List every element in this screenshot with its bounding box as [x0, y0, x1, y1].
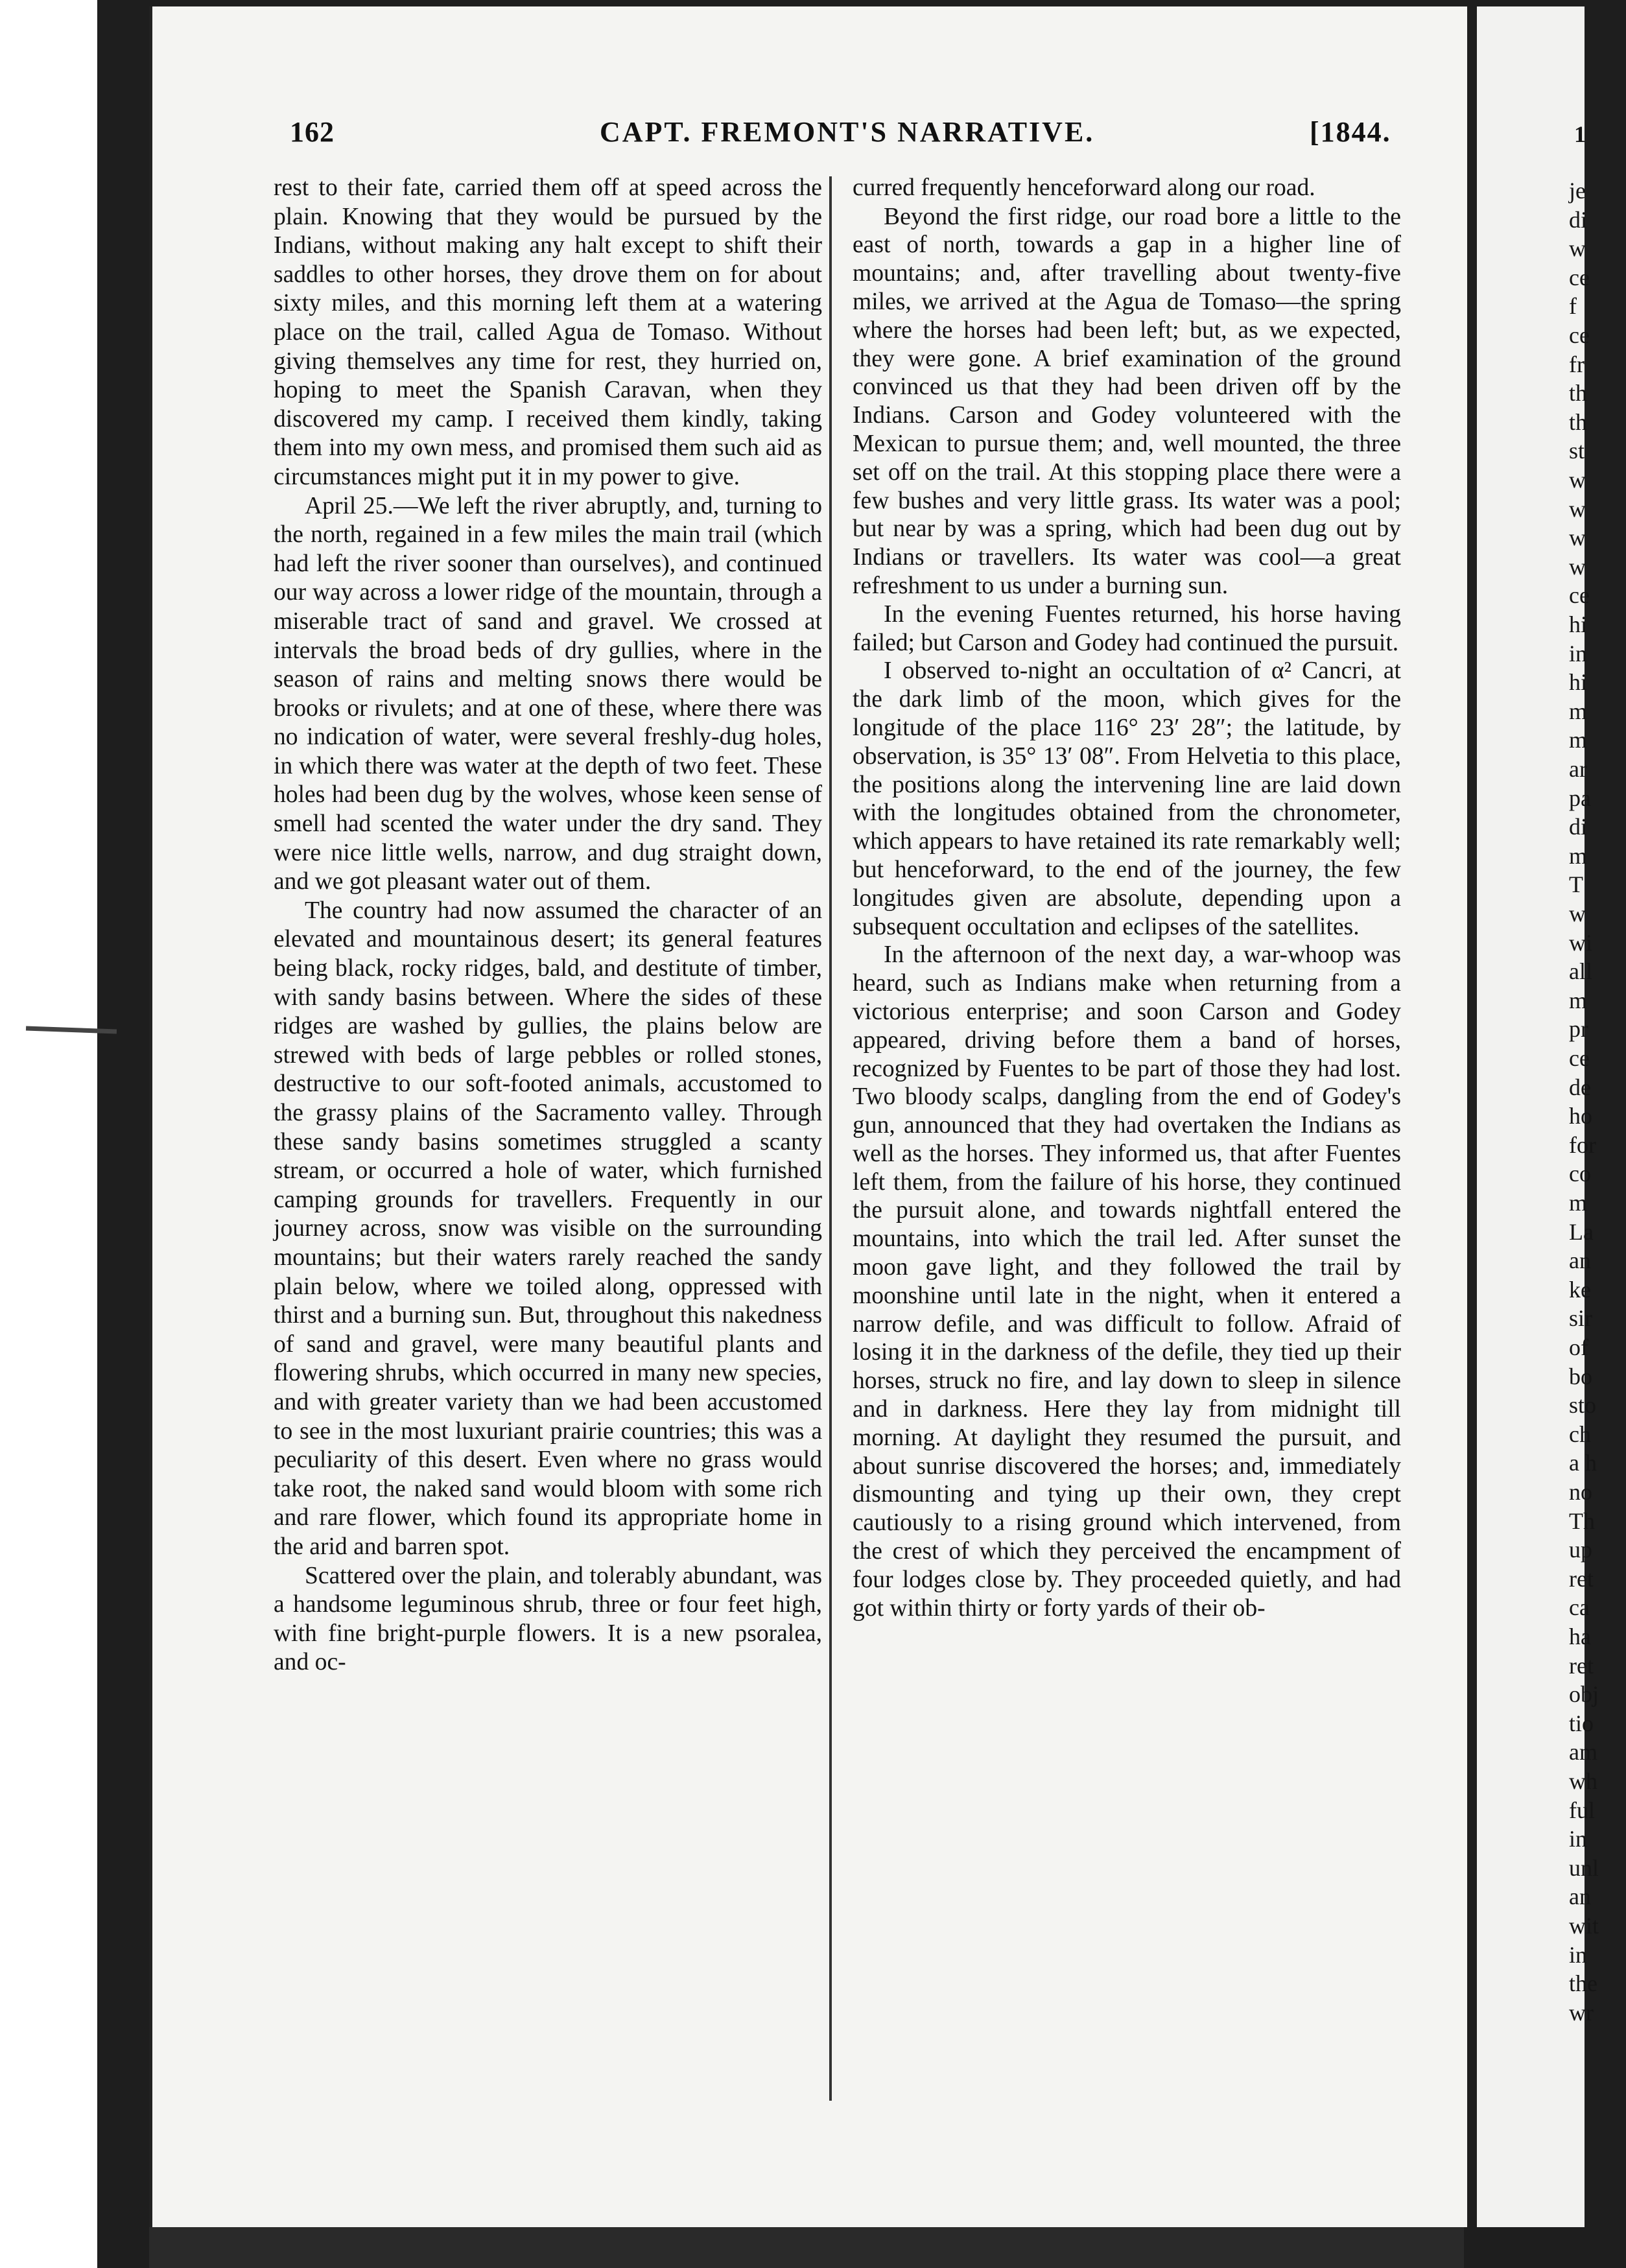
- adjacent-page-fragment: ce: [1569, 582, 1590, 609]
- adjacent-page-fragment: m: [1569, 698, 1588, 724]
- adjacent-page-fragment: 1: [1574, 121, 1586, 147]
- adjacent-page-fragment: La: [1569, 1218, 1594, 1245]
- adjacent-page-fragment: no: [1569, 1479, 1592, 1505]
- adjacent-page-fragment: de: [1569, 1074, 1591, 1100]
- adjacent-page-fragment: ho: [1569, 1103, 1592, 1129]
- adjacent-page-fragment: pa: [1569, 785, 1591, 811]
- adjacent-page-fragment: a h: [1569, 1450, 1597, 1476]
- adjacent-page-fragment: wr: [1569, 1999, 1594, 2026]
- adjacent-page-fragment: hi: [1569, 611, 1588, 637]
- adjacent-page-fragment: tio: [1569, 1710, 1594, 1736]
- adjacent-page-fragment: wi: [1569, 929, 1592, 956]
- adjacent-page-fragment: pr: [1569, 1016, 1588, 1043]
- adjacent-page-fragment: of: [1569, 1334, 1588, 1360]
- running-title: CAPT. FREMONT'S NARRATIVE.: [600, 116, 1095, 148]
- adjacent-page-fragment: ke: [1569, 1276, 1591, 1303]
- adjacent-page-fragment: co: [1569, 1161, 1591, 1187]
- text-column-left: [274, 174, 822, 1677]
- adjacent-page-fragment: sto: [1569, 1392, 1597, 1419]
- paragraph: In the evening Fuentes returned, his horse having failed; but Carson and Godey had continued the pursuit.: [853, 600, 1401, 656]
- adjacent-page-fragment: ch: [1569, 1421, 1591, 1447]
- page-number: 162: [290, 116, 335, 148]
- adjacent-page-fragment: ful: [1569, 1797, 1595, 1823]
- adjacent-page-fragment: w: [1569, 467, 1586, 493]
- adjacent-page-fragment: je: [1569, 178, 1586, 204]
- adjacent-page-fragment: fr: [1569, 351, 1585, 377]
- scan-margin-left: [0, 0, 97, 2268]
- adjacent-page-fragment: m: [1569, 727, 1588, 753]
- adjacent-page-fragment: ha: [1569, 1624, 1591, 1649]
- paragraph: The country had now assumed the character of an elevated and mountainous desert; its general features being black, rocky ridges, bald, and destitute of timber, with sandy basins between. Where the sides of these ridges are washed by gullies, the plains below are strewed with beds of large pebbles or rolled stones, destructive to our soft-footed animals, accustomed to the grassy plains of the Sacramento valley. Through these sandy basins sometimes struggled a scanty stream, or occurred a hole of water, which furnished camping grounds for travellers. Frequently in our journey across, snow was visible on the surrounding mountains; but their waters rarely reached the sandy plain below, where we toiled along, oppressed with thirst and a burning sun. But, throughout this nakedness of sand and gravel, were many beautiful plants and flowering shrubs, which occurred in many new species, and with greater variety than we had been accustomed to see in the most luxuriant prairie countries; this was a peculiarity of this desert. Even where no grass would take root, the naked sand would bloom with some rich and rare flower, which found its appropriate home in the arid and barren spot.: [274, 897, 822, 1560]
- adjacent-page-fragment: ce: [1569, 322, 1590, 348]
- adjacent-page-fragment: bo: [1569, 1363, 1592, 1389]
- adjacent-page-fragment: up: [1569, 1537, 1592, 1563]
- paragraph: Beyond the first ridge, our road bore a little to the east of north, towards a gap in a higher line of mountains; and, after travelling about twenty-five miles, we arrived at the Agua de Tomaso—the spring where the horses had been left; but, as we expected, they were gone. A brief examination of the ground convinced us that they had been driven off by the Indians. Carson and Godey volunteered with the Mexican to pursue them; and, well mounted, the three set off on the trail. At this stopping place there were a few bushes and very little grass. Its water was a pool; but near by was a spring, which had been dug out by Indians or travellers. Its water was cool—a great refreshment to us under a burning sun.: [853, 203, 1401, 599]
- adjacent-page-fragment: w: [1569, 901, 1586, 927]
- adjacent-page-fragment: di: [1569, 206, 1588, 233]
- adjacent-page-fragment: m: [1569, 842, 1588, 869]
- page-header: [152, 6, 1467, 162]
- adjacent-page-fragment: di: [1569, 814, 1588, 840]
- adjacent-page-fragment: w: [1569, 525, 1586, 551]
- adjacent-page-fragment: the: [1569, 1970, 1597, 1997]
- adjacent-page-fragment: wh: [1569, 1768, 1597, 1794]
- adjacent-page-fragment: an: [1569, 1884, 1591, 1910]
- adjacent-page-edge: [1477, 6, 1599, 2227]
- adjacent-page-fragment: am: [1569, 1739, 1597, 1766]
- adjacent-page-fragment: all: [1569, 958, 1592, 985]
- adjacent-page-fragment: obj: [1569, 1681, 1599, 1708]
- adjacent-page-fragment: ar: [1569, 756, 1587, 782]
- adjacent-page-fragment: m: [1569, 987, 1588, 1013]
- adjacent-page-fragment: for: [1569, 1131, 1596, 1158]
- adjacent-page-fragment: in: [1569, 1826, 1588, 1852]
- adjacent-page-fragment: st: [1569, 438, 1585, 464]
- adjacent-page-fragment: ret: [1569, 1565, 1594, 1592]
- adjacent-page-fragment: f: [1569, 293, 1577, 320]
- paragraph: Scattered over the plain, and tolerably abundant, was a handsome leguminous shrub, three or four feet high, with fine bright-purple flowers. It is a new psoralea, and oc-: [274, 1562, 822, 1676]
- column-divider: [829, 176, 832, 2101]
- adjacent-page-fragment: hi: [1569, 669, 1588, 696]
- adjacent-page-fragment: sir: [1569, 1305, 1592, 1332]
- paragraph: In the afternoon of the next day, a war-whoop was heard, such as Indians make when returning from a victorious enterprise; and soon Carson and Godey appeared, driving before them a band of horses, recognized by Fuentes to be part of those they had lost. Two bloody scalps, dangling from the end of Godey's gun, announced that they had overtaken the Indians as well as the horses. They informed us, that after Fuentes left them, from the failure of his horse, they continued the pursuit alone, and towards nightfall entered the mountains, into which the trail led. After sunset the moon gave light, and they followed the trail by moonshine until late in the night, when it entered a narrow defile, and was difficult to follow. Afraid of losing it in the darkness of the defile, they tied up their horses, struck no fire, and lay down to sleep in silence and in darkness. Here they lay from midnight till morning. At daylight they resumed the pursuit, and about sunrise discovered the horses; and, immediately dismounting and tying up their own, they crept cautiously to a rising ground which intervened, from the crest of which they perceived the encampment of four lodges close by. They proceeded quietly, and had got within thirty or forty yards of their ob-: [853, 941, 1401, 1622]
- paragraph: curred frequently henceforward along our road.: [853, 174, 1315, 201]
- adjacent-page-fragment: w: [1569, 553, 1586, 580]
- adjacent-page-fragment: th: [1569, 380, 1588, 407]
- paragraph: rest to their fate, carried them off at speed across the plain. Knowing that they would be pursued by the Indians, without making any halt except to shift their saddles to other horses, they drove them on for about sixty miles, and this morning left them at a watering place on the trail, called Agua de Tomaso. Without giving themselves any time for rest, they hurried on, hoping to meet the Spanish Caravan, when they discovered my camp. I received them kindly, taking them into my own mess, and promised them such aid as circumstances might put it in my power to give.: [274, 174, 822, 490]
- scan-bottom-edge: [149, 2227, 1464, 2268]
- adjacent-page-fragment: m: [1569, 1190, 1588, 1216]
- adjacent-page-fragment: ret: [1569, 1652, 1594, 1679]
- adjacent-page-fragment: T: [1569, 871, 1583, 898]
- adjacent-page-fragment: ca: [1569, 1594, 1590, 1621]
- adjacent-page-fragment: Th: [1569, 1507, 1595, 1534]
- page-year: [1844.: [1310, 116, 1391, 148]
- adjacent-page-fragment: w: [1569, 235, 1586, 262]
- adjacent-page-fragment: unl: [1569, 1854, 1599, 1881]
- adjacent-page-fragment: wit: [1569, 1913, 1599, 1939]
- adjacent-page-fragment: w: [1569, 495, 1586, 522]
- paragraph: I observed to-night an occultation of α² Cancri, at the dark limb of the moon, which gives for the longitude of the place 116° 23′ 28″; the latitude, by observation, is 35° 13′ 08″. From Helvetia to this place, the positions along the intervening line are laid down with the longitudes obtained from the chronometer, which appears to have retained its rate remarkably well; but henceforward, to the end of the journey, the few longitudes given are absolute, depending upon a subsequent occultation and eclipses of the satellites.: [853, 657, 1401, 940]
- book-page: [149, 6, 1467, 2227]
- adjacent-page-fragment: an: [1569, 1247, 1591, 1274]
- adjacent-page-fragment: th: [1569, 408, 1588, 435]
- paragraph: April 25.—We left the river abruptly, and, turning to the north, regained in a few miles the main trail (which had left the river sooner than ourselves), and continued our way across a lower ridge of the mountain, through a miserable tract of sand and gravel. We crossed at intervals the broad beds of dry gullies, where in the season of rains and melting snows there would be brooks or rivulets; and at one of these, where there was no indication of water, were several freshly-dug holes, in which there was water at the depth of two feet. These holes had been dug by the wolves, whose keen sense of smell had scented the water under the dry sand. They were nice little wells, narrow, and dug straight down, and we got pleasant water out of them.: [274, 492, 822, 895]
- text-column-right: [853, 174, 1401, 1622]
- adjacent-page-fragment: in: [1569, 640, 1588, 667]
- adjacent-page-fragment: ce: [1569, 1045, 1590, 1071]
- adjacent-page-fragment: in: [1569, 1941, 1588, 1968]
- adjacent-page-fragment: ce: [1569, 264, 1590, 290]
